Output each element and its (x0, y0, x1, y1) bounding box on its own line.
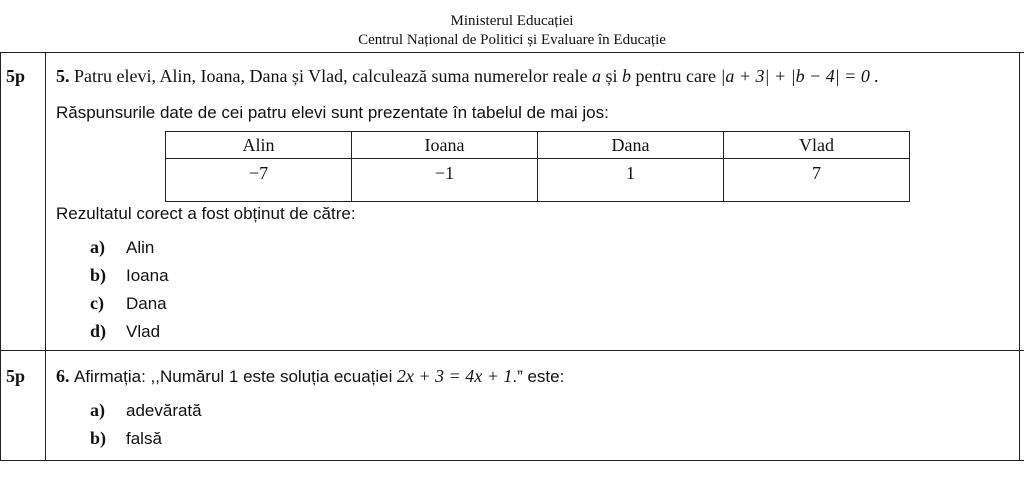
right-border (1019, 52, 1020, 460)
option-label: a) (90, 237, 105, 257)
header-center: Centrul Național de Politici și Evaluare în Educație (358, 32, 666, 48)
points-column-divider (45, 52, 46, 460)
bottom-divider (0, 460, 1024, 461)
q6-text-after: .” este: (512, 367, 565, 386)
table-header-cell: Vlad (724, 132, 910, 159)
q6-text: Afirmația: ,,Numărul 1 este soluția ecuației (74, 367, 393, 386)
q6-number: 6. (56, 366, 70, 386)
q5-text: Patru elevi, Alin, Ioana, Dana și Vlad, calculează suma numerelor reale (74, 66, 588, 86)
q5-var-a: a (591, 66, 601, 86)
option-text: falsă (126, 429, 162, 448)
q5-equation: |a + 3| + |b − 4| = 0 . (720, 66, 879, 86)
table-value-cell: −1 (352, 159, 538, 202)
q5-and: și (605, 66, 618, 86)
q5-var-b: b (621, 66, 631, 86)
table-value-row (166, 159, 910, 202)
table-header-cell: Dana (538, 132, 724, 159)
answers-table (165, 131, 910, 202)
option-label: b) (90, 265, 107, 285)
top-divider (0, 52, 1024, 53)
q5-option-d[interactable] (90, 321, 160, 342)
q6-statement (56, 366, 564, 387)
q5-statement (56, 66, 879, 87)
option-text: Vlad (126, 322, 161, 341)
q5-result-text: Rezultatul corect a fost obținut de către: (56, 204, 356, 223)
left-border (0, 52, 1, 460)
option-label: a) (90, 400, 105, 420)
q5-for: pentru care (635, 66, 716, 86)
q5-points: 5p (6, 66, 26, 86)
q6-option-b[interactable] (90, 428, 162, 449)
q5-table-intro: Răspunsurile date de cei patru elevi sunt prezentate în tabelul de mai jos: (56, 103, 609, 122)
q5-option-b[interactable] (90, 265, 169, 286)
q5-option-a[interactable] (90, 237, 154, 258)
table-value-cell: 7 (724, 159, 910, 202)
q6-equation: 2x + 3 = 4x + 1 (396, 366, 513, 386)
q5-option-c[interactable] (90, 293, 167, 314)
table-value-cell: −7 (166, 159, 352, 202)
table-header-cell: Ioana (352, 132, 538, 159)
option-text: Dana (126, 294, 167, 313)
header-ministry: Ministerul Educației (450, 13, 574, 29)
option-label: d) (90, 321, 107, 341)
option-text: Ioana (126, 266, 169, 285)
question-divider (0, 350, 1024, 351)
table-header-row (166, 132, 910, 159)
q5-number: 5. (56, 66, 70, 86)
option-text: adevărată (126, 401, 202, 420)
option-text: Alin (126, 238, 155, 257)
q6-points: 5p (6, 366, 26, 386)
table-value-cell: 1 (538, 159, 724, 202)
option-label: c) (90, 293, 104, 313)
option-label: b) (90, 428, 107, 448)
q6-option-a[interactable] (90, 400, 202, 421)
table-header-cell: Alin (166, 132, 352, 159)
